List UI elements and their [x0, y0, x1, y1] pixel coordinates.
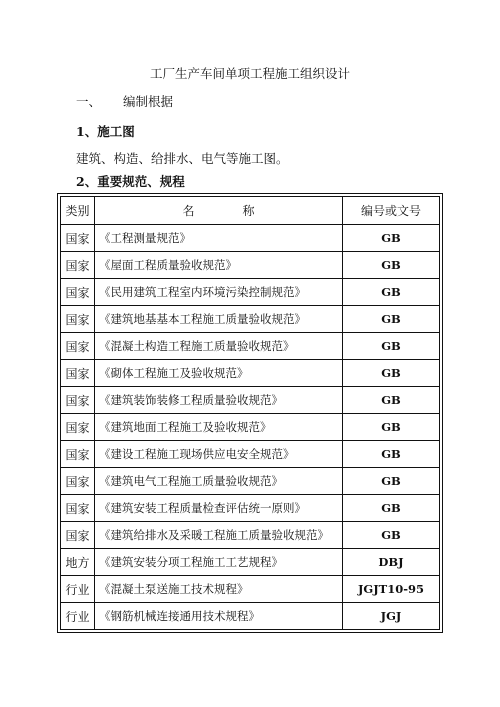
table-row — [61, 306, 440, 333]
table-row — [61, 414, 440, 441]
cell-code: GB — [343, 468, 440, 495]
cell-code: JGJT10-95 — [343, 576, 440, 603]
cell-code: GB — [343, 441, 440, 468]
table-row — [61, 495, 440, 522]
header-name-part-b: 称 — [242, 204, 255, 218]
standards-table-frame — [57, 193, 443, 633]
cell-type: 国家 — [61, 306, 95, 333]
table-row — [61, 441, 440, 468]
table-row — [61, 360, 440, 387]
table-row — [61, 279, 440, 306]
cell-type: 国家 — [61, 279, 95, 306]
cell-type: 国家 — [61, 441, 95, 468]
section-number: 一、 — [76, 94, 102, 109]
cell-type: 国家 — [61, 333, 95, 360]
cell-code: GB — [343, 333, 440, 360]
cell-code: GB — [343, 225, 440, 252]
cell-code: GB — [343, 495, 440, 522]
cell-code: JGJ — [343, 603, 440, 630]
cell-name: 《建筑安装分项工程施工工艺规程》 — [95, 549, 343, 576]
cell-name: 《建筑安装工程质量检查评估统一原则》 — [95, 495, 343, 522]
cell-type: 行业 — [61, 576, 95, 603]
cell-name: 《民用建筑工程室内环境污染控制规范》 — [95, 279, 343, 306]
standards-table — [60, 196, 440, 630]
cell-code: DBJ — [343, 549, 440, 576]
cell-name: 《建筑地基基本工程施工质量验收规范》 — [95, 306, 343, 333]
cell-type: 国家 — [61, 414, 95, 441]
cell-code: GB — [343, 252, 440, 279]
cell-code: GB — [343, 360, 440, 387]
document-title: 工厂生产车间单项工程施工组织设计 — [149, 66, 350, 81]
header-name — [95, 197, 343, 225]
cell-name: 《钢筋机械连接通用技术规程》 — [95, 603, 343, 630]
cell-code: GB — [343, 414, 440, 441]
table-row — [61, 576, 440, 603]
cell-name: 《建筑地面工程施工及验收规范》 — [95, 414, 343, 441]
cell-code: GB — [343, 522, 440, 549]
cell-type: 国家 — [61, 468, 95, 495]
cell-name: 《建筑电气工程施工质量验收规范》 — [95, 468, 343, 495]
header-code: 编号或文号 — [343, 197, 440, 225]
table-row — [61, 252, 440, 279]
cell-code: GB — [343, 279, 440, 306]
cell-type: 国家 — [61, 522, 95, 549]
header-name-part-a: 名 — [182, 204, 195, 218]
table-row — [61, 603, 440, 630]
header-type: 类别 — [61, 197, 95, 225]
cell-type: 行业 — [61, 603, 95, 630]
cell-name: 《建设工程施工现场供应电安全规范》 — [95, 441, 343, 468]
cell-type: 国家 — [61, 225, 95, 252]
cell-name: 《混凝土泵送施工技术规程》 — [95, 576, 343, 603]
section-heading-basis — [76, 92, 173, 110]
cell-name: 《建筑装饰装修工程质量验收规范》 — [95, 387, 343, 414]
cell-name: 《混凝土构造工程施工质量验收规范》 — [95, 333, 343, 360]
cell-name: 《屋面工程质量验收规范》 — [95, 252, 343, 279]
cell-type: 国家 — [61, 495, 95, 522]
section-label: 编制根据 — [123, 94, 174, 109]
cell-code: GB — [343, 387, 440, 414]
paragraph-drawings: 建筑、构造、给排水、电气等施工图。 — [76, 151, 289, 166]
table-row — [61, 333, 440, 360]
cell-name: 《建筑给排水及采暖工程施工质量验收规范》 — [95, 522, 343, 549]
cell-type: 国家 — [61, 360, 95, 387]
table-row — [61, 387, 440, 414]
cell-code: GB — [343, 306, 440, 333]
cell-type: 国家 — [61, 387, 95, 414]
cell-name: 《砌体工程施工及验收规范》 — [95, 360, 343, 387]
cell-type: 地方 — [61, 549, 95, 576]
cell-name: 《工程测量规范》 — [95, 225, 343, 252]
table-header-row — [61, 197, 440, 225]
table-row — [61, 549, 440, 576]
cell-type: 国家 — [61, 252, 95, 279]
table-row — [61, 522, 440, 549]
table-row — [61, 468, 440, 495]
subheading-drawings: 1、施工图 — [76, 124, 135, 139]
table-row — [61, 225, 440, 252]
subheading-standards: 2、重要规范、规程 — [76, 174, 185, 189]
